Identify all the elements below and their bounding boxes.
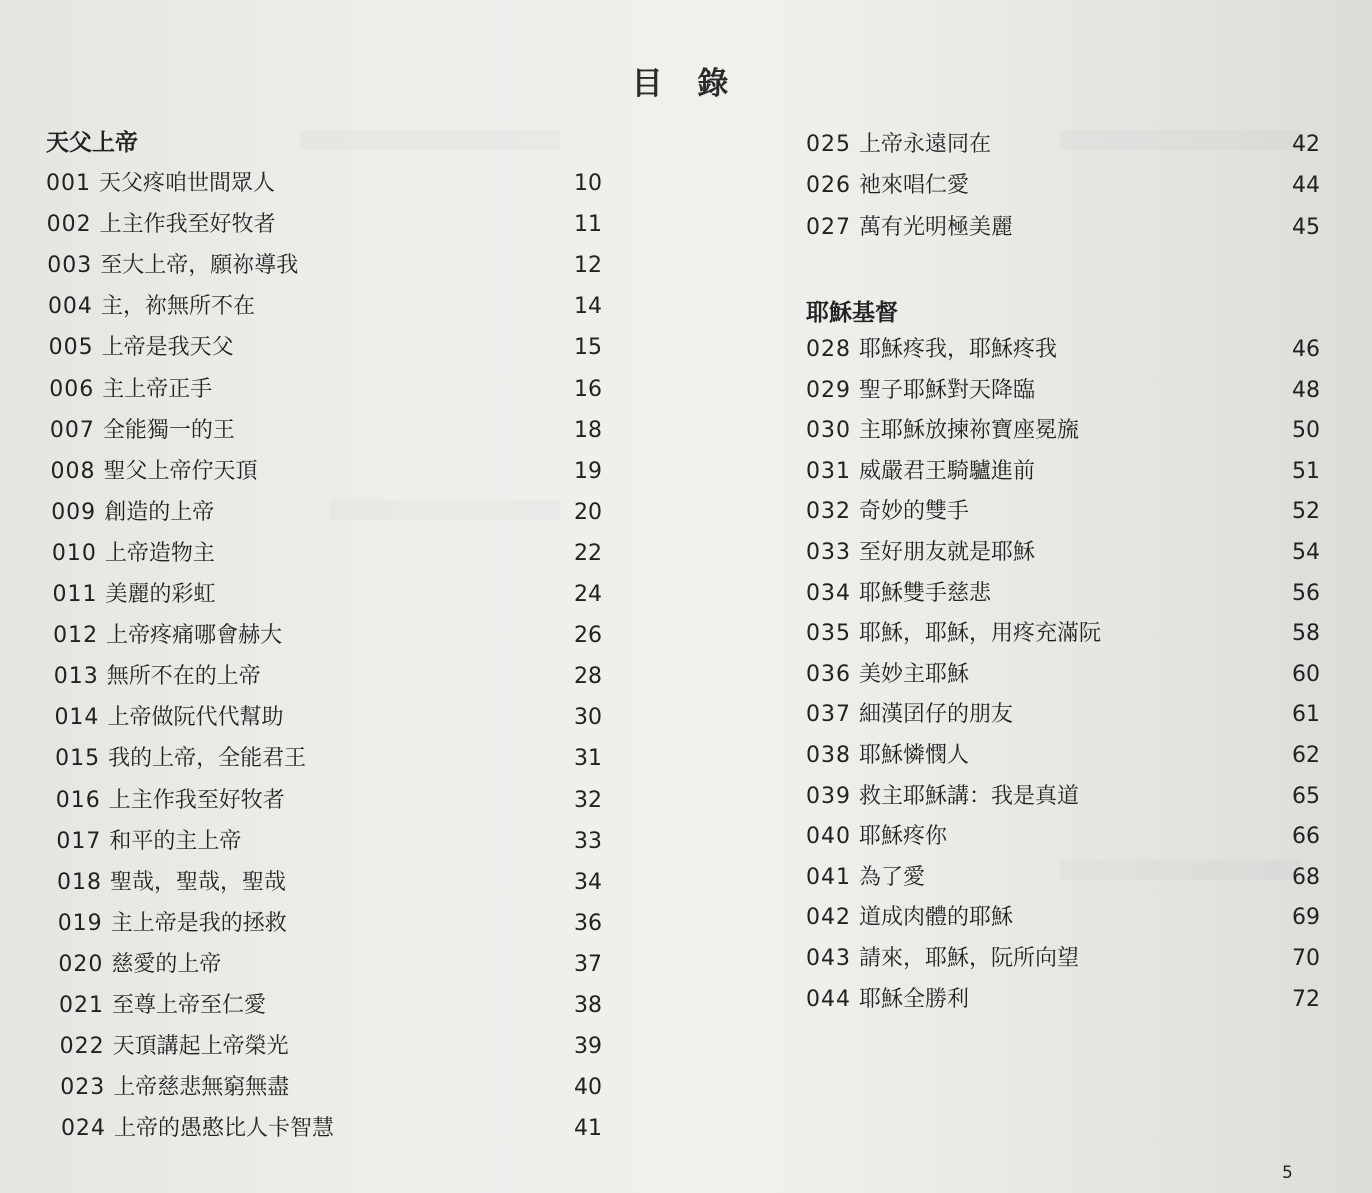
hymn-number: 020: [58, 951, 104, 977]
page-ref: 72: [1292, 986, 1320, 1012]
bleed-through-texture: [330, 500, 560, 520]
toc-entry: [806, 416, 1320, 446]
hymn-number: 010: [51, 540, 97, 566]
page-ref: 30: [573, 705, 602, 731]
hymn-title: 創造的上帝: [104, 499, 215, 525]
hymn-number: 017: [56, 828, 102, 854]
page-ref: 31: [573, 746, 602, 772]
hymn-number: 005: [48, 335, 94, 361]
page-ref: 70: [1292, 946, 1320, 971]
hymn-number: 029: [806, 377, 851, 403]
hymn-title: 至大上帝，願祢導我: [100, 253, 299, 279]
toc-entry: [54, 703, 602, 733]
page-ref: 52: [1292, 499, 1320, 525]
hymn-title: 上帝永遠同在: [859, 132, 992, 157]
hymn-number: 028: [806, 337, 851, 362]
hymn-number: 012: [53, 623, 99, 649]
toc-entry: [806, 376, 1320, 406]
toc-entry: [48, 333, 602, 363]
hymn-number: 038: [806, 743, 851, 768]
hymn-title: 和平的主上帝: [109, 828, 242, 854]
toc-entry: [58, 950, 602, 980]
hymn-number: 023: [60, 1075, 106, 1101]
toc-entry: [46, 169, 602, 199]
toc-entry: [47, 292, 602, 322]
toc-entry: [59, 991, 602, 1021]
page-ref: 41: [573, 1116, 602, 1142]
hymn-number: 037: [806, 702, 851, 728]
hymn-number: 024: [60, 1116, 106, 1142]
hymn-title: 聖哉，聖哉，聖哉: [110, 869, 287, 895]
hymn-title: 我的上帝，全能君王: [108, 746, 307, 772]
toc-entry: [806, 335, 1320, 365]
hymn-title: 細漢囝仔的朋友: [859, 702, 1014, 728]
page-ref: 45: [1292, 214, 1320, 240]
toc-entry: [50, 457, 602, 487]
toc-entry: [47, 251, 602, 281]
page-ref: 37: [573, 951, 602, 977]
hymn-title: 主，祢無所不在: [100, 294, 255, 320]
hymn-number: 014: [54, 705, 100, 731]
toc-entry: [60, 1114, 602, 1144]
page-ref: 36: [573, 910, 602, 936]
hymn-title: 上主作我至好牧者: [99, 212, 276, 238]
hymn-number: 032: [806, 499, 851, 525]
toc-entry: [46, 210, 602, 240]
hymn-title: 上帝是我天父: [101, 335, 234, 361]
toc-entry: [806, 579, 1320, 609]
hymn-title: 為了愛: [859, 864, 926, 890]
hymn-title: 威嚴君王騎驢進前: [859, 458, 1036, 484]
hymn-title: 請來，耶穌，阮所向望: [859, 946, 1080, 971]
hymn-title: 上帝慈悲無窮無盡: [113, 1075, 290, 1101]
hymn-number: 008: [50, 458, 96, 484]
toc-entry: [51, 498, 602, 528]
toc-entry: [806, 538, 1320, 568]
hymn-number: 041: [806, 864, 851, 890]
hymn-title: 主耶穌放揀祢寶座冕旒: [859, 418, 1080, 444]
toc-entry: [806, 457, 1320, 487]
hymn-title: 主上帝是我的拯救: [110, 910, 287, 936]
page-ref: 65: [1292, 783, 1320, 809]
toc-entry: [53, 662, 602, 692]
toc-entry: [60, 1073, 602, 1103]
toc-entry: [806, 741, 1320, 771]
hymn-number: 018: [57, 869, 103, 895]
hymn-title: 耶穌，耶穌，用疼充滿阮: [859, 621, 1102, 647]
section-heading-heavenly-father: 天父上帝: [46, 130, 138, 156]
hymn-number: 040: [806, 824, 851, 850]
hymn-number: 043: [806, 946, 851, 971]
hymn-number: 002: [46, 212, 92, 238]
hymn-number: 013: [53, 664, 99, 690]
hymn-number: 039: [806, 783, 851, 809]
page-ref: 60: [1292, 661, 1320, 687]
page-ref: 38: [574, 993, 602, 1018]
hymn-title: 耶穌憐憫人: [859, 743, 970, 768]
page-ref: 32: [574, 787, 602, 813]
hymn-number: 009: [51, 499, 97, 525]
page-title: 目 錄: [631, 66, 741, 102]
page-ref: 58: [1292, 621, 1320, 647]
page-ref: 66: [1292, 824, 1320, 850]
page-ref: 15: [573, 335, 602, 361]
toc-entry: [55, 786, 602, 816]
hymn-title: 奇妙的雙手: [859, 499, 970, 525]
page-ref: 44: [1292, 173, 1320, 199]
toc-entry: [57, 909, 602, 939]
toc-entry: [51, 539, 602, 569]
hymn-title: 道成肉體的耶穌: [859, 905, 1014, 931]
hymn-number: 035: [806, 621, 851, 647]
hymn-title: 至尊上帝至仁愛: [112, 993, 267, 1018]
hymn-number: 042: [806, 905, 851, 931]
hymn-title: 耶穌全勝利: [859, 986, 970, 1012]
hymn-number: 030: [806, 418, 851, 444]
hymn-title: 至好朋友就是耶穌: [859, 540, 1036, 565]
toc-entry: [806, 903, 1320, 933]
hymn-title: 萬有光明極美麗: [859, 214, 1014, 240]
toc-entry: [49, 375, 602, 405]
hymn-title: 美妙主耶穌: [859, 661, 970, 687]
hymn-title: 上帝的愚憨比人卡智慧: [113, 1116, 334, 1142]
toc-entry: [806, 213, 1320, 243]
page-ref: 51: [1292, 458, 1320, 484]
hymn-title: 上帝造物主: [104, 540, 215, 566]
toc-entry: [53, 621, 602, 651]
hymn-number: 001: [46, 171, 91, 196]
page-ref: 54: [1292, 540, 1320, 565]
bleed-through-texture: [300, 130, 560, 150]
toc-entry: [806, 863, 1320, 893]
hymn-number: 026: [806, 173, 851, 199]
toc-entry: [806, 782, 1320, 812]
hymn-number: 015: [55, 746, 101, 772]
page-ref: 69: [1292, 905, 1320, 931]
toc-entry: [806, 660, 1320, 690]
page-ref: 11: [573, 212, 602, 238]
page-ref: 46: [1292, 337, 1320, 362]
toc-entry: [55, 744, 602, 774]
page-ref: 61: [1292, 702, 1320, 728]
page-ref: 14: [573, 294, 602, 320]
hymn-title: 救主耶穌講：我是真道: [859, 783, 1080, 809]
hymn-number: 031: [806, 458, 851, 484]
page-ref: 68: [1292, 864, 1320, 890]
toc-entry: [806, 700, 1320, 730]
toc-entry: [806, 944, 1320, 974]
hymn-title: 耶穌疼我，耶穌疼我: [859, 337, 1058, 362]
page-ref: 10: [574, 171, 602, 196]
hymn-number: 044: [806, 986, 851, 1012]
toc-entry: [59, 1032, 602, 1062]
hymn-title: 上帝做阮代代幫助: [107, 705, 284, 731]
page-ref: 40: [573, 1075, 602, 1101]
page-ref: 42: [1292, 132, 1320, 157]
page-ref: 62: [1292, 743, 1320, 768]
page-ref: 12: [573, 253, 602, 279]
page-ref: 22: [573, 540, 602, 566]
toc-entry: [52, 580, 602, 610]
toc-entry: [57, 868, 602, 898]
hymn-title: 耶穌雙手慈悲: [859, 580, 992, 606]
hymn-number: 016: [55, 787, 101, 813]
hymn-number: 036: [806, 661, 851, 687]
hymn-number: 007: [49, 417, 95, 443]
page-number: 5: [1282, 1163, 1293, 1183]
hymn-number: 022: [59, 1034, 105, 1060]
hymn-title: 無所不在的上帝: [106, 664, 261, 690]
toc-entry: [806, 130, 1320, 160]
toc-entry: [49, 416, 602, 446]
toc-entry: [806, 171, 1320, 201]
hymn-title: 上主作我至好牧者: [108, 787, 285, 813]
page-ref: 39: [573, 1034, 602, 1060]
page-ref: 50: [1292, 418, 1320, 444]
toc-entry: [806, 985, 1320, 1015]
hymn-number: 011: [52, 582, 98, 607]
page-ref: 16: [574, 376, 602, 402]
page-ref: 33: [573, 828, 602, 854]
page-ref: 34: [573, 869, 602, 895]
hymn-number: 003: [47, 253, 93, 279]
hymn-number: 025: [806, 132, 851, 157]
page-ref: 20: [573, 499, 602, 525]
hymn-title: 全能獨一的王: [102, 417, 235, 443]
page-ref: 28: [573, 664, 602, 690]
toc-entry: [806, 822, 1320, 852]
page-ref: 56: [1292, 580, 1320, 606]
page-ref: 48: [1292, 377, 1320, 403]
hymn-title: 耶穌疼你: [859, 824, 948, 850]
hymn-number: 006: [49, 376, 95, 402]
hymn-number: 034: [806, 580, 851, 606]
hymn-title: 天父疼咱世間眾人: [99, 171, 276, 196]
hymn-title: 主上帝正手: [102, 376, 213, 402]
hymn-number: 004: [47, 294, 93, 320]
hymn-title: 天頂講起上帝榮光: [112, 1034, 289, 1060]
toc-entry: [806, 619, 1320, 649]
page-ref: 26: [573, 623, 602, 649]
hymn-number: 019: [57, 910, 103, 936]
hymn-title: 美麗的彩虹: [105, 582, 216, 607]
page-ref: 19: [573, 458, 602, 484]
hymn-title: 慈愛的上帝: [111, 951, 222, 977]
page-ref: 24: [574, 582, 602, 607]
page-ref: 18: [573, 417, 602, 443]
toc-entry: [56, 827, 602, 857]
hymn-number: 021: [59, 993, 104, 1018]
hymn-number: 033: [806, 540, 851, 565]
hymn-title: 上帝疼痛哪會赫大: [106, 623, 283, 649]
hymn-number: 027: [806, 214, 851, 240]
toc-entry: [806, 497, 1320, 527]
section-heading-jesus-christ: 耶穌基督: [806, 300, 898, 326]
hymn-title: 聖子耶穌對天降臨: [859, 377, 1036, 403]
hymn-title: 聖父上帝佇天頂: [103, 458, 258, 484]
hymn-title: 祂來唱仁愛: [859, 173, 970, 199]
